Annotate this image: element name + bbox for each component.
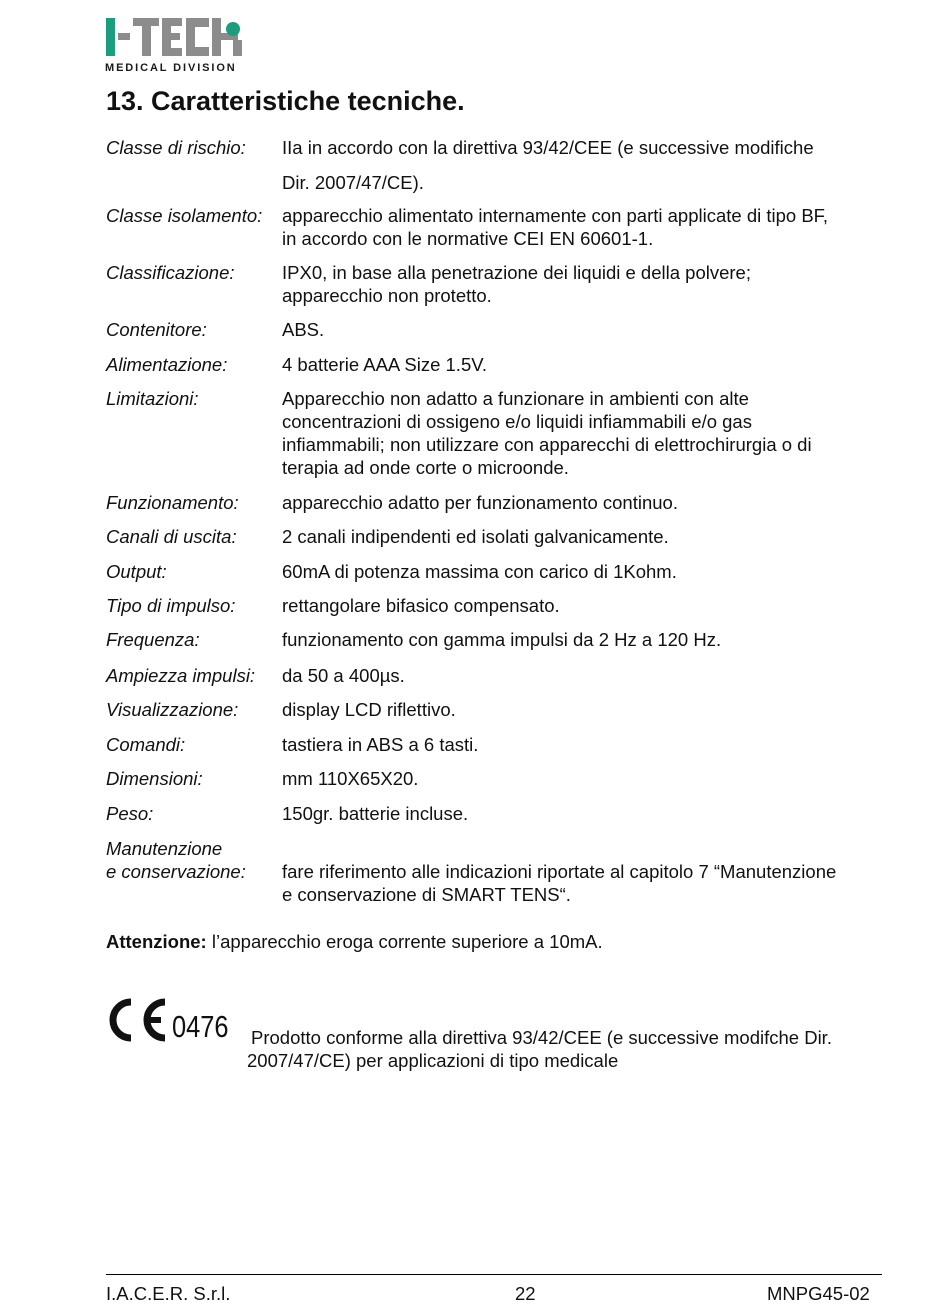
section-heading: 13. Caratteristiche tecniche. [106,86,465,116]
spec-row [106,767,896,790]
spec-row [106,594,896,617]
spec-row [106,802,896,825]
spec-value-line: apparecchio alimentato internamente con parti applicate di tipo BF, [282,205,829,226]
spec-value-line: Apparecchio non adatto a funzionare in ambienti con alte [282,388,749,409]
logo-division-text: MEDICAL DIVISION [105,62,237,74]
spec-value-line: IIa in accordo con la direttiva 93/42/CEE (e successive modifiche [282,137,814,158]
i-tech-logo [105,14,245,76]
spec-label: Visualizzazione: [106,699,239,720]
footer-company: I.A.C.E.R. S.r.l. [106,1283,231,1304]
spec-label: Tipo di impulso: [106,595,236,616]
conformity-statement [247,1026,832,1072]
spec-label: Limitazioni: [106,388,199,409]
spec-value-line: 2 canali indipendenti ed isolati galvanicamente. [282,526,669,547]
spec-value-line: infiammabili; non utilizzare con apparecchi di elettrochirurgia o di [282,434,812,455]
spec-value [282,594,896,617]
spec-value [282,204,896,250]
spec-label: Ampiezza impulsi: [106,665,256,686]
spec-row [106,387,896,479]
spec-row [106,664,896,687]
logo-mark [105,14,245,60]
spec-row [106,136,896,194]
spec-value [282,136,896,194]
spec-value [282,261,896,307]
spec-row [106,837,896,906]
spec-label: Dimensioni: [106,768,203,789]
spec-value [282,698,896,721]
spec-label: Classe di rischio: [106,137,246,158]
spec-value-line: IPX0, in base alla penetrazione dei liquidi e della polvere; [282,262,751,283]
spec-value-line: fare riferimento alle indicazioni riportate al capitolo 7 “Manutenzione [282,861,837,882]
spec-label: Peso: [106,803,154,824]
footer-divider [106,1274,882,1275]
spec-row [106,353,896,376]
spec-value-line: ABS. [282,319,325,340]
spec-value-line: concentrazioni di ossigeno e/o liquidi infiammabili e/o gas [282,411,752,432]
spec-value [282,353,896,376]
spec-value [282,525,896,548]
spec-value-line: 150gr. batterie incluse. [282,803,469,824]
spec-value [282,767,896,790]
spec-row [106,491,896,514]
spec-value-line: 60mA di potenza massima con carico di 1Kohm. [282,561,677,582]
spec-value-line: funzionamento con gamma impulsi da 2 Hz a 120 Hz. [282,629,722,650]
spec-label: Frequenza: [106,629,200,650]
spec-label: Manutenzione e conservazione: [106,838,246,882]
spec-label: Classificazione: [106,262,235,283]
notified-body-number: 0476 [172,1009,229,1044]
spec-label: Canali di uscita: [106,526,237,547]
spec-label: Funzionamento: [106,492,239,513]
spec-row [106,628,896,651]
spec-value [282,733,896,756]
spec-label: Classe isolamento: [106,205,263,226]
spec-value-line: display LCD riflettivo. [282,699,456,720]
document-code: MNPG45-02 [767,1283,870,1304]
spec-row [106,733,896,756]
spec-value [282,802,896,825]
spec-value-line: da 50 a 400µs. [282,665,405,686]
conformity-line: 2007/47/CE) per applicazioni di tipo medicale [247,1050,619,1071]
page-number: 22 [515,1283,536,1304]
spec-label: Contenitore: [106,319,207,340]
spec-value-line: 4 batterie AAA Size 1.5V. [282,354,488,375]
warning-label: Attenzione: [106,931,207,952]
spec-label: Comandi: [106,734,186,755]
spec-value-line: apparecchio adatto per funzionamento continuo. [282,492,678,513]
spec-row [106,698,896,721]
spec-value-line: Dir. 2007/47/CE). [282,172,424,193]
conformity-line: Prodotto conforme alla direttiva 93/42/CEE (e successive modifche Dir. [251,1027,832,1048]
spec-value-line: mm 110X65X20. [282,768,419,789]
spec-row [106,204,896,250]
spec-value-line: terapia ad onde corte o microonde. [282,457,569,478]
spec-value [282,837,896,906]
spec-value [282,628,896,651]
spec-value [282,491,896,514]
spec-row [106,261,896,307]
spec-row [106,525,896,548]
spec-value-line: e conservazione di SMART TENS“. [282,884,571,905]
spec-value [282,318,896,341]
spec-value-line: in accordo con le normative CEI EN 60601-1. [282,228,654,249]
spec-label: Output: [106,561,167,582]
spec-value [282,560,896,583]
spec-value-line: apparecchio non protetto. [282,285,492,306]
spec-value-line: tastiera in ABS a 6 tasti. [282,734,479,755]
spec-row [106,318,896,341]
warning-note [106,930,603,953]
spec-value-line: rettangolare bifasico compensato. [282,595,560,616]
ce-mark-icon [105,996,169,1044]
warning-text: l’apparecchio eroga corrente superiore a 10mA. [211,931,603,952]
spec-label: Alimentazione: [106,354,228,375]
spec-value [282,387,896,479]
spec-row [106,560,896,583]
spec-value [282,664,896,687]
